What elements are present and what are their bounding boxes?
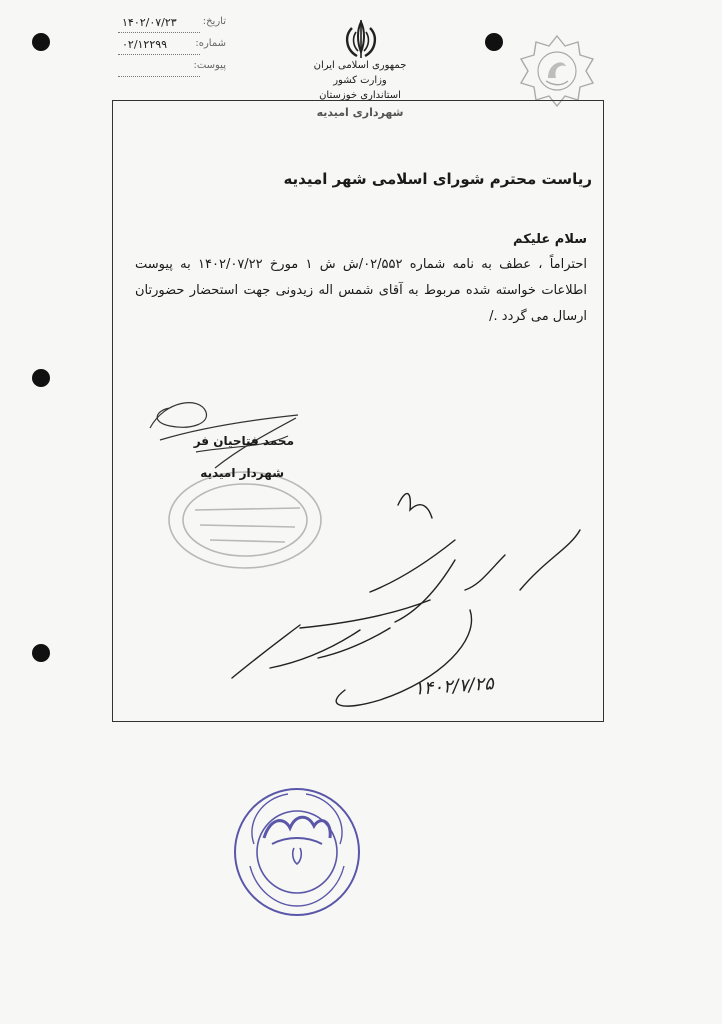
number-label: شماره: <box>195 38 226 49</box>
greeting: سلام علیکم <box>513 232 587 247</box>
date-value: ۱۴۰۲/۰۷/۲۳ <box>122 16 177 29</box>
city-council-stamp <box>232 786 362 918</box>
number-value: ۰۲/۱۲۲۹۹ <box>122 38 168 51</box>
signer-name: محمد فتاحیان فر <box>193 434 294 448</box>
signer-title: شهردار امیدیه <box>200 466 284 480</box>
date-label: تاریخ: <box>202 16 226 27</box>
attachment-label: پیوست: <box>193 60 226 71</box>
handwritten-date: ۱۴۰۲/۷/۲۵ <box>413 673 495 700</box>
governorate-name: استانداری خوزستان <box>319 90 401 101</box>
municipality-name: شهرداری امیدیه <box>316 106 404 119</box>
letter-body: احتراماً ، عطف به نامه شماره ۰۲/۵۵۲/ش ش ۱ مورخ ۱۴۰۲/۰۷/۲۲ به پیوست اطلاعات خواسته شده مربوط به آقای شمس اله زیدونی جهت استحضار حضورتان ارسال می گردد ./ <box>135 257 587 324</box>
country-name: جمهوری اسلامی ایران <box>313 60 407 71</box>
ministry-name: وزارت کشور <box>333 75 387 86</box>
addressee: ریاست محترم شورای اسلامی شهر امیدیه <box>283 170 592 188</box>
